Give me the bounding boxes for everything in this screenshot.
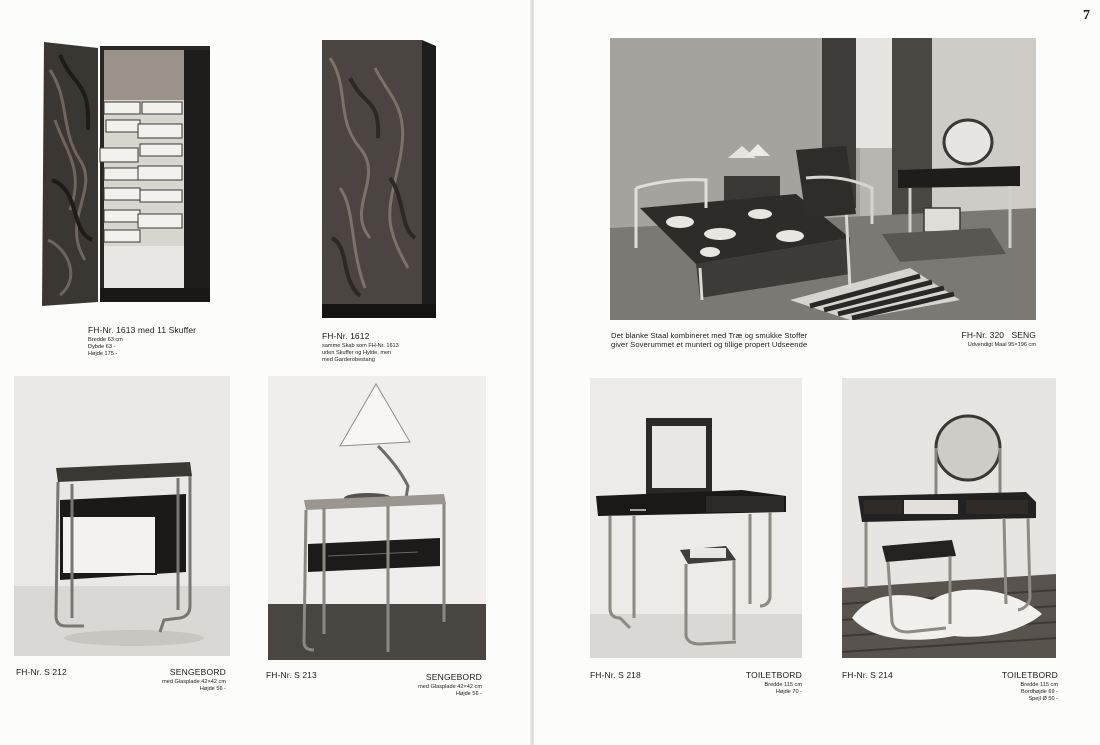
photo-sengebord-s213 bbox=[268, 376, 486, 660]
fh1613-details: Bredde 63 cm Dybde 63 - Højde 175 - bbox=[88, 337, 123, 358]
photo-wardrobe-1612 bbox=[320, 38, 440, 320]
caption-s214-number bbox=[842, 670, 893, 680]
caption-s218 bbox=[700, 670, 802, 696]
caption-s218-number bbox=[590, 670, 641, 680]
caption-s212 bbox=[130, 667, 226, 693]
caption-bedroom bbox=[611, 331, 807, 349]
s213-details: med Glasplade 42×42 cm Højde 56 - bbox=[418, 684, 482, 698]
caption-s212-number bbox=[16, 667, 67, 677]
caption-fh1613 bbox=[88, 325, 196, 358]
bedroom-caption-line2: giver Soverummet et muntert og tillige propert Udseende bbox=[611, 340, 808, 350]
fh320-number: FH-Nr. 320 bbox=[961, 330, 1005, 340]
s214-number: FH-Nr. S 214 bbox=[842, 670, 893, 680]
s218-number: FH-Nr. S 218 bbox=[590, 670, 641, 680]
s212-details: med Glasplade 42×42 cm Højde 56 - bbox=[162, 679, 226, 693]
s213-title: SENGEBORD bbox=[425, 672, 482, 682]
fh1612-number: FH-Nr. 1612 bbox=[322, 331, 370, 341]
bedroom-caption-line1: Det blanke Staal kombineret med Træ og smukke Stoffer bbox=[611, 331, 808, 340]
s212-number: FH-Nr. S 212 bbox=[16, 667, 67, 677]
s214-title: TOILETBORD bbox=[1001, 670, 1058, 680]
right-page bbox=[534, 0, 1100, 745]
left-page bbox=[0, 0, 532, 745]
s213-number: FH-Nr. S 213 bbox=[266, 670, 317, 680]
s214-details: Bredde 115 cm Bordhøjde 69 - Spejl Ø 50 - bbox=[1020, 682, 1058, 703]
page-number: 7 bbox=[1083, 8, 1090, 23]
caption-fh1612 bbox=[322, 331, 399, 364]
photo-sengebord-s212 bbox=[14, 376, 230, 656]
fh1612-details: samme Skab som FH-Nr. 1613 uden Skuffer og Hylde, men med Garderobestang bbox=[322, 343, 399, 364]
caption-s213-number bbox=[266, 670, 317, 680]
s218-details: Bredde 115 cm Højde 70 - bbox=[764, 682, 802, 696]
caption-fh320 bbox=[914, 330, 1036, 349]
photo-cabinet-1613 bbox=[40, 40, 212, 310]
s212-title: SENGEBORD bbox=[169, 667, 226, 677]
s218-title: TOILETBORD bbox=[745, 670, 802, 680]
fh1613-number: FH-Nr. 1613 med 11 Skuffer bbox=[88, 325, 197, 335]
photo-bedroom-seng-320 bbox=[610, 38, 1036, 320]
photo-toiletbord-s214 bbox=[842, 378, 1056, 658]
caption-s214 bbox=[954, 670, 1058, 703]
caption-s213 bbox=[386, 672, 482, 698]
fh320-details: Udvendigt Maal 95×196 cm bbox=[967, 342, 1036, 349]
fh320-title: SENG bbox=[1011, 330, 1036, 340]
photo-toiletbord-s218 bbox=[590, 378, 802, 658]
